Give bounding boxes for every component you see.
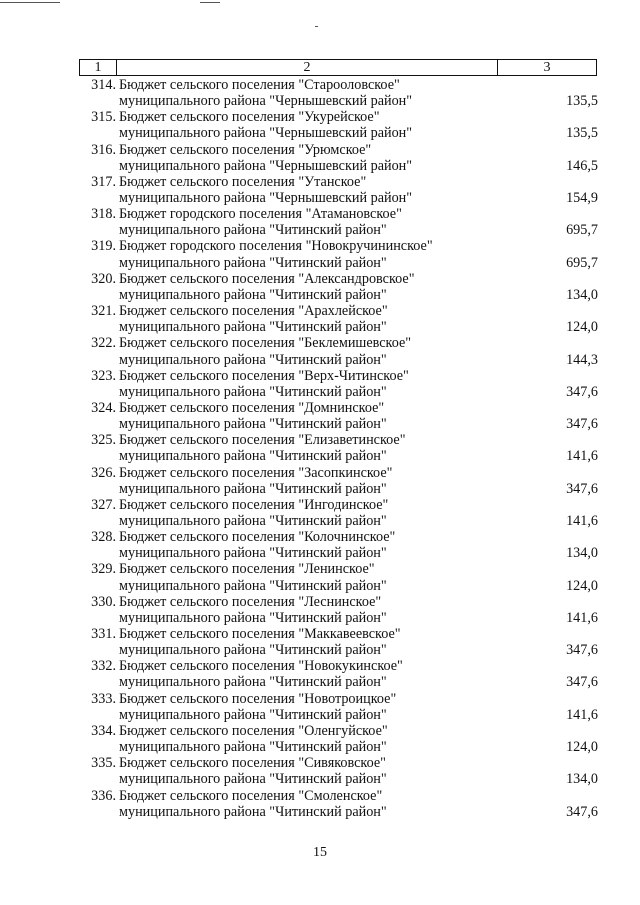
amount-value: 695,7 (566, 254, 598, 271)
budget-name-line2: муниципального района "Читинский район" (119, 609, 387, 626)
budget-name-line1: Бюджет сельского поселения "Утанское" (119, 173, 367, 190)
column-header-row (80, 60, 597, 76)
row-number: 326. (91, 464, 116, 481)
page-number: 15 (313, 845, 327, 860)
budget-name-line1: Бюджет сельского поселения "Маккавеевское" (119, 626, 401, 643)
budget-name-line2: муниципального района "Читинский район" (119, 416, 387, 433)
row-number: 336. (91, 787, 116, 804)
row-number: 322. (91, 335, 116, 352)
budget-name-line2: муниципального района "Читинский район" (119, 674, 387, 691)
budget-name-line2: муниципального района "Читинский район" (119, 771, 387, 788)
amount-value: 141,6 (566, 448, 598, 465)
table-row (0, 303, 640, 335)
table-row (0, 529, 640, 561)
row-number: 333. (91, 690, 116, 707)
budget-name-line1: Бюджет сельского поселения "Домнинское" (119, 399, 385, 416)
table-row (0, 594, 640, 626)
table-row (0, 400, 640, 432)
table-row (0, 174, 640, 206)
budget-name-line2: муниципального района "Читинский район" (119, 383, 387, 400)
table-row (0, 788, 640, 820)
budget-name-line1: Бюджет сельского поселения "Оленгуйское" (119, 722, 388, 739)
budget-name-line1: Бюджет сельского поселения "Колочнинское" (119, 529, 396, 546)
amount-value: 135,5 (566, 93, 598, 110)
table-row (0, 109, 640, 141)
amount-value: 141,6 (566, 513, 598, 529)
row-number: 323. (91, 367, 116, 384)
amount-value: 135,5 (566, 125, 598, 142)
row-number: 335. (91, 755, 116, 772)
amount-value: 154,9 (566, 190, 598, 207)
table-row (0, 238, 640, 270)
amount-value: 134,0 (566, 286, 598, 303)
column-header-2: 2 (117, 60, 498, 76)
row-number: 328. (91, 529, 116, 546)
scan-artifact-line (315, 26, 318, 27)
amount-value: 124,0 (566, 577, 598, 594)
budget-name-line2: муниципального района "Читинский район" (119, 222, 387, 239)
budget-name-line2: муниципального района "Читинский район" (119, 577, 387, 594)
budget-name-line1: Бюджет сельского поселения "Верх-Читинское" (119, 367, 409, 384)
table-row (0, 626, 640, 658)
budget-name-line1: Бюджет сельского поселения "Новокукинское" (119, 658, 403, 675)
budget-name-line1: Бюджет сельского поселения "Александровское" (119, 270, 415, 287)
row-number: 318. (91, 206, 116, 223)
budget-name-line1: Бюджет сельского поселения "Старооловское" (119, 77, 400, 93)
budget-name-line2: муниципального района "Читинский район" (119, 739, 387, 756)
amount-value: 347,6 (566, 480, 598, 497)
amount-value: 146,5 (566, 157, 598, 174)
row-number: 332. (91, 658, 116, 675)
amount-value: 347,6 (566, 803, 598, 820)
budget-name-line1: Бюджет городского поселения "Новокручининское" (119, 238, 433, 255)
amount-value: 134,0 (566, 545, 598, 562)
row-number: 324. (91, 399, 116, 416)
column-header-1: 1 (80, 60, 117, 76)
budget-name-line1: Бюджет сельского поселения "Смоленское" (119, 787, 383, 804)
budget-name-line2: муниципального района "Чернышевский район" (119, 190, 413, 207)
budget-entries-list (0, 77, 640, 820)
budget-name-line1: Бюджет сельского поселения "Елизаветинское" (119, 432, 406, 449)
amount-value: 695,7 (566, 222, 598, 239)
budget-name-line1: Бюджет сельского поселения "Леснинское" (119, 593, 382, 610)
budget-name-line2: муниципального района "Чернышевский район" (119, 125, 413, 142)
budget-name-line1: Бюджет сельского поселения "Ленинское" (119, 561, 375, 578)
budget-name-line2: муниципального района "Читинский район" (119, 513, 387, 529)
budget-name-line1: Бюджет сельского поселения "Укурейское" (119, 109, 380, 126)
row-number: 321. (91, 303, 116, 320)
row-number: 316. (91, 141, 116, 158)
amount-value: 141,6 (566, 706, 598, 723)
amount-value: 134,0 (566, 771, 598, 788)
table-row (0, 368, 640, 400)
budget-name-line2: муниципального района "Читинский район" (119, 448, 387, 465)
column-header-3: 3 (498, 60, 597, 76)
table-row (0, 723, 640, 755)
budget-name-line2: муниципального района "Читинский район" (119, 642, 387, 659)
budget-name-line1: Бюджет сельского поселения "Урюмское" (119, 141, 372, 158)
budget-name-line2: муниципального района "Читинский район" (119, 706, 387, 723)
budget-name-line2: муниципального района "Читинский район" (119, 351, 387, 368)
table-row (0, 691, 640, 723)
row-number: 334. (91, 722, 116, 739)
budget-name-line2: муниципального района "Чернышевский район" (119, 93, 413, 110)
budget-name-line2: муниципального района "Читинский район" (119, 545, 387, 562)
budget-name-line1: Бюджет сельского поселения "Новотроицкое" (119, 690, 397, 707)
row-number: 330. (91, 593, 116, 610)
table-row (0, 465, 640, 497)
amount-value: 144,3 (566, 351, 598, 368)
budget-name-line2: муниципального района "Чернышевский район" (119, 157, 413, 174)
table-row (0, 142, 640, 174)
table-row (0, 335, 640, 367)
table-row (0, 755, 640, 787)
row-number: 317. (91, 173, 116, 190)
row-number: 325. (91, 432, 116, 449)
amount-value: 347,6 (566, 674, 598, 691)
budget-name-line1: Бюджет сельского поселения "Сивяковское" (119, 755, 386, 772)
budget-name-line2: муниципального района "Читинский район" (119, 319, 387, 336)
table-row (0, 658, 640, 690)
table-row (0, 432, 640, 464)
table-row (0, 561, 640, 593)
amount-value: 347,6 (566, 383, 598, 400)
table-row (0, 206, 640, 238)
row-number: 315. (91, 109, 116, 126)
column-header-table (79, 59, 597, 76)
amount-value: 347,6 (566, 642, 598, 659)
budget-name-line2: муниципального района "Читинский район" (119, 286, 387, 303)
budget-name-line1: Бюджет городского поселения "Атамановское" (119, 206, 402, 223)
row-number: 327. (91, 496, 116, 513)
row-number: 319. (91, 238, 116, 255)
amount-value: 124,0 (566, 739, 598, 756)
table-row (0, 77, 640, 109)
budget-name-line1: Бюджет сельского поселения "Засопкинское" (119, 464, 393, 481)
row-number: 314. (91, 77, 116, 93)
scan-artifact-line (200, 2, 220, 3)
amount-value: 347,6 (566, 416, 598, 433)
row-number: 329. (91, 561, 116, 578)
budget-name-line2: муниципального района "Читинский район" (119, 254, 387, 271)
table-row (0, 497, 640, 529)
scan-artifact-line (0, 2, 60, 3)
row-number: 331. (91, 626, 116, 643)
budget-name-line2: муниципального района "Читинский район" (119, 480, 387, 497)
budget-name-line1: Бюджет сельского поселения "Беклемишевское" (119, 335, 412, 352)
row-number: 320. (91, 270, 116, 287)
budget-name-line1: Бюджет сельского поселения "Арахлейское" (119, 303, 388, 320)
budget-name-line1: Бюджет сельского поселения "Ингодинское" (119, 496, 389, 513)
amount-value: 141,6 (566, 609, 598, 626)
budget-name-line2: муниципального района "Читинский район" (119, 803, 387, 820)
table-row (0, 271, 640, 303)
amount-value: 124,0 (566, 319, 598, 336)
